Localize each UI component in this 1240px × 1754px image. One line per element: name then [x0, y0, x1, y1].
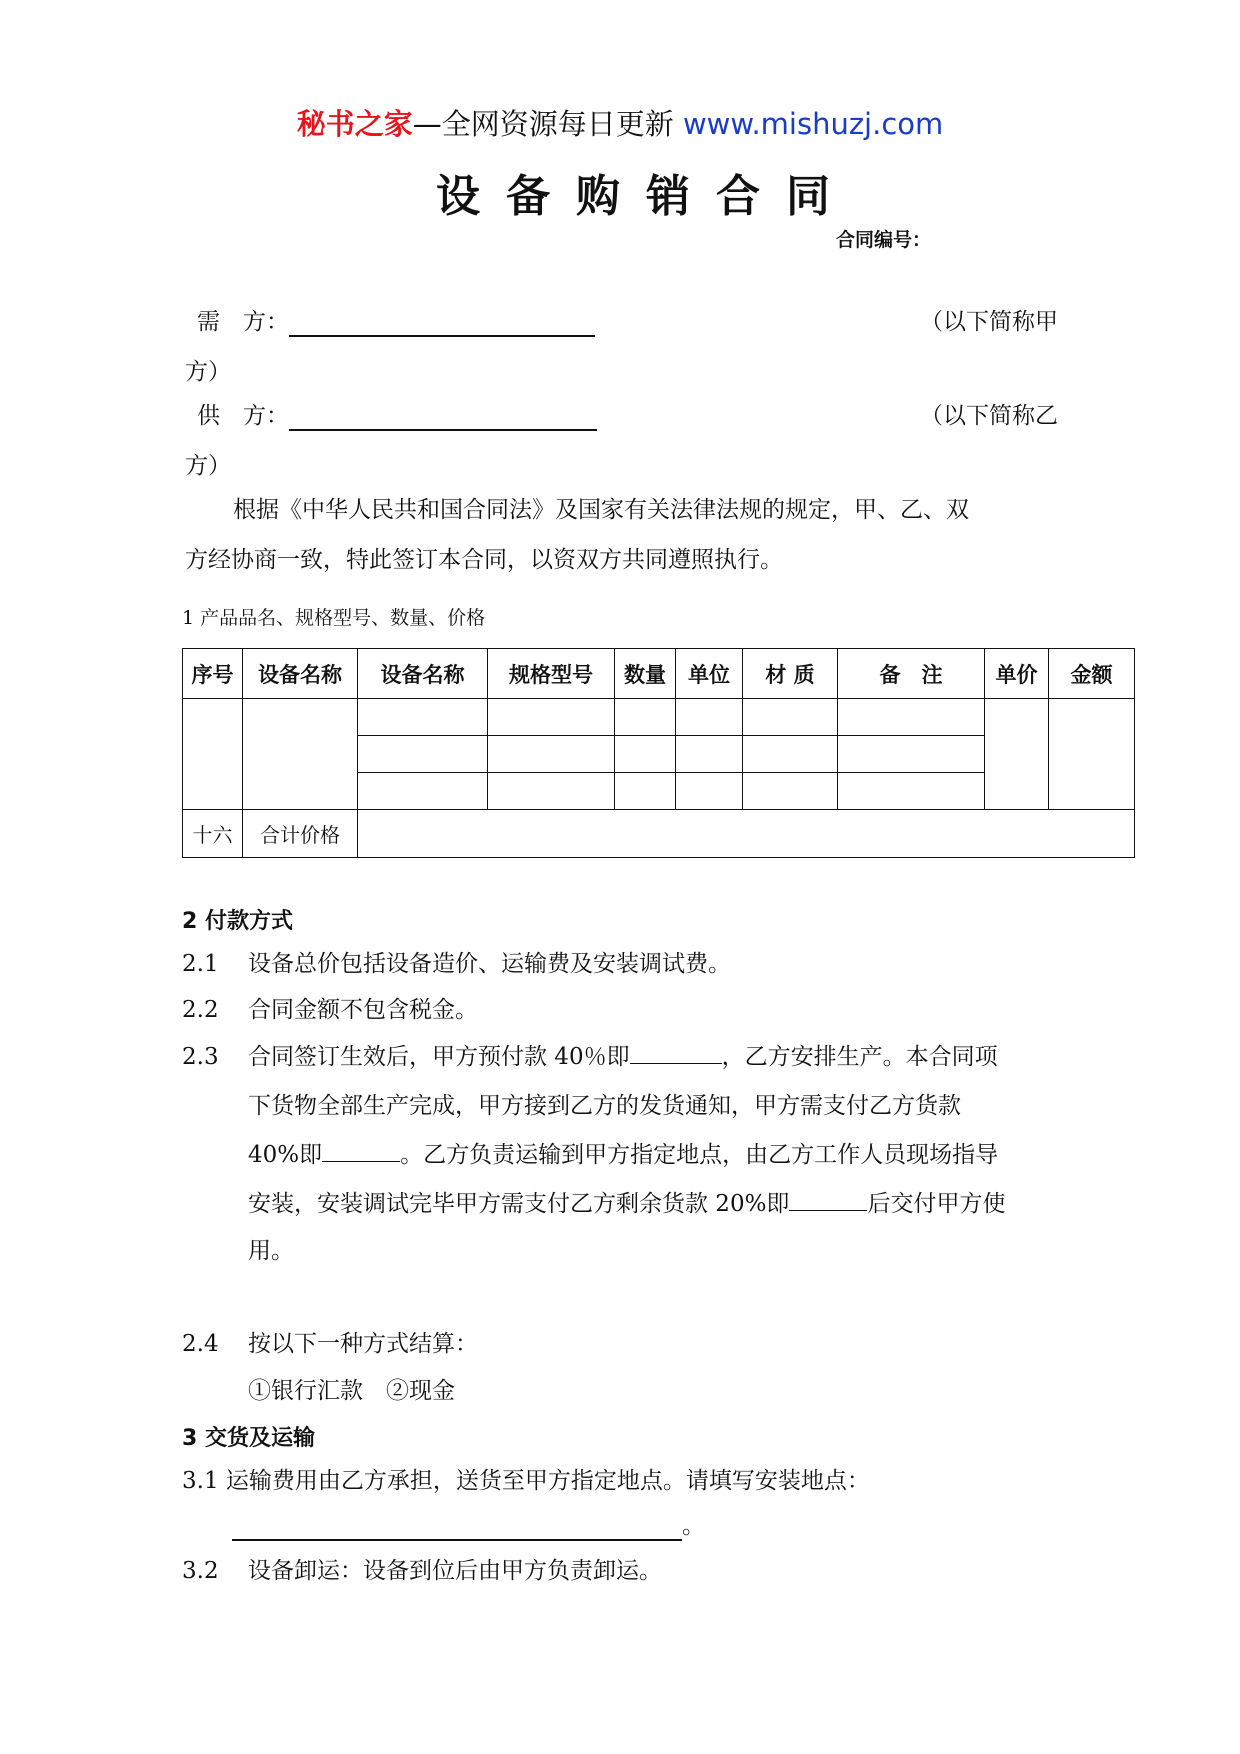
section-3-title: 3 交货及运输	[182, 1426, 315, 1451]
table-cell[interactable]	[488, 773, 615, 810]
payment-options[interactable]: ①银行汇款 ②现金	[248, 1378, 455, 1404]
clause-2-3-line-1	[182, 1042, 998, 1072]
table-cell[interactable]	[743, 699, 838, 736]
clause-2-3-line-5: 用。	[248, 1238, 294, 1264]
buyer-suffix: （以下简称甲	[920, 309, 1058, 335]
clause-text: 按以下一种方式结算：	[248, 1331, 478, 1357]
banner-brand: 秘书之家	[296, 107, 413, 141]
banner-url[interactable]: www.mishuzj.com	[682, 107, 944, 141]
clause-number: 2.2	[182, 997, 219, 1023]
section-1-title: 1 产品品名、规格型号、数量、价格	[182, 607, 486, 629]
total-price-label: 合计价格	[243, 810, 358, 858]
col-header-unit-price: 单价	[985, 649, 1049, 699]
cell-equipment-name[interactable]	[243, 699, 358, 810]
section-2-title: 2 付款方式	[182, 909, 293, 934]
seller-suffix-wrap: 方）	[185, 453, 231, 479]
table-cell[interactable]	[615, 699, 676, 736]
table-cell[interactable]	[615, 773, 676, 810]
document-title: 设备购销合同	[436, 171, 856, 222]
clause-3-1: 3.1 运输费用由乙方承担，送货至甲方指定地点。请填写安装地点：	[182, 1468, 870, 1494]
clause-text: 安装，安装调试完毕甲方需支付乙方剩余货款 20%即	[248, 1191, 790, 1217]
buyer-row	[197, 307, 595, 337]
seller-name-field[interactable]	[289, 403, 597, 431]
table-cell[interactable]	[488, 699, 615, 736]
clause-text: 。	[682, 1513, 705, 1539]
table-cell[interactable]	[615, 736, 676, 773]
col-header-quantity: 数量	[615, 649, 676, 699]
col-header-no: 序号	[183, 649, 243, 699]
buyer-name-field[interactable]	[289, 309, 595, 337]
total-row-no: 十六	[183, 810, 243, 858]
contract-number-label: 合同编号：	[836, 229, 932, 251]
table-row	[183, 699, 1135, 736]
delivery-payment-blank[interactable]	[322, 1141, 400, 1162]
clause-text: 合同签订生效后，甲方预付款 40％即	[248, 1044, 630, 1070]
site-banner	[0, 102, 1240, 143]
total-row	[183, 810, 1135, 858]
install-address-row	[232, 1511, 705, 1541]
clause-number: 2.1	[182, 951, 219, 977]
table-cell[interactable]	[358, 773, 488, 810]
seller-suffix: （以下简称乙	[920, 403, 1058, 429]
cell-no[interactable]	[183, 699, 243, 810]
clause-text: 40%即	[248, 1142, 323, 1168]
clause-2-2	[182, 995, 478, 1025]
intro-line-1: 根据《中华人民共和国合同法》及国家有关法律法规的规定，甲、乙、双	[233, 497, 969, 523]
col-header-model: 规格型号	[488, 649, 615, 699]
col-header-equipment-name: 设备名称	[243, 649, 358, 699]
total-price-value[interactable]	[358, 810, 1135, 858]
product-table	[182, 648, 1135, 858]
seller-row	[197, 401, 597, 431]
table-cell[interactable]	[838, 699, 985, 736]
buyer-suffix-wrap: 方）	[185, 359, 231, 385]
prepayment-blank[interactable]	[630, 1043, 722, 1064]
install-address-field[interactable]	[232, 1513, 682, 1541]
table-cell[interactable]	[838, 773, 985, 810]
table-cell[interactable]	[676, 699, 743, 736]
clause-text: 后交付甲方使	[867, 1191, 1006, 1217]
clause-text: 合同金额不包含税金。	[248, 997, 478, 1023]
clause-text: ，乙方安排生产。本合同项	[721, 1044, 998, 1070]
cell-amount[interactable]	[1049, 699, 1135, 810]
cell-unit-price[interactable]	[985, 699, 1049, 810]
col-header-equipment-name-2: 设备名称	[358, 649, 488, 699]
clause-2-3-line-4	[248, 1189, 1005, 1219]
table-header-row	[183, 649, 1135, 699]
table-cell[interactable]	[676, 736, 743, 773]
clause-number: 2.4	[182, 1331, 219, 1357]
clause-number: 3.2	[182, 1558, 219, 1584]
buyer-label: 需 方：	[197, 309, 289, 335]
clause-2-3-line-3	[248, 1140, 998, 1170]
table-cell[interactable]	[838, 736, 985, 773]
intro-line-2: 方经协商一致，特此签订本合同，以资双方共同遵照执行。	[185, 547, 783, 573]
clause-2-4	[182, 1329, 478, 1359]
seller-label: 供 方：	[197, 403, 289, 429]
table-cell[interactable]	[676, 773, 743, 810]
col-header-remarks: 备 注	[838, 649, 985, 699]
clause-text: 设备卸运：设备到位后由甲方负责卸运。	[248, 1558, 662, 1584]
clause-3-2	[182, 1556, 662, 1586]
final-payment-blank[interactable]	[789, 1190, 867, 1211]
col-header-unit: 单位	[676, 649, 743, 699]
clause-2-3-line-2: 下货物全部生产完成，甲方接到乙方的发货通知，甲方需支付乙方货款	[248, 1093, 961, 1119]
clause-2-1	[182, 949, 731, 979]
table-cell[interactable]	[358, 736, 488, 773]
banner-slogan: —全网资源每日更新	[412, 107, 683, 141]
col-header-amount: 金额	[1049, 649, 1135, 699]
col-header-material: 材 质	[743, 649, 838, 699]
clause-text: 设备总价包括设备造价、运输费及安装调试费。	[248, 951, 731, 977]
table-cell[interactable]	[743, 773, 838, 810]
clause-number: 2.3	[182, 1044, 219, 1070]
table-cell[interactable]	[743, 736, 838, 773]
clause-text: 。乙方负责运输到甲方指定地点，由乙方工作人员现场指导	[400, 1142, 999, 1168]
table-cell[interactable]	[488, 736, 615, 773]
table-cell[interactable]	[358, 699, 488, 736]
